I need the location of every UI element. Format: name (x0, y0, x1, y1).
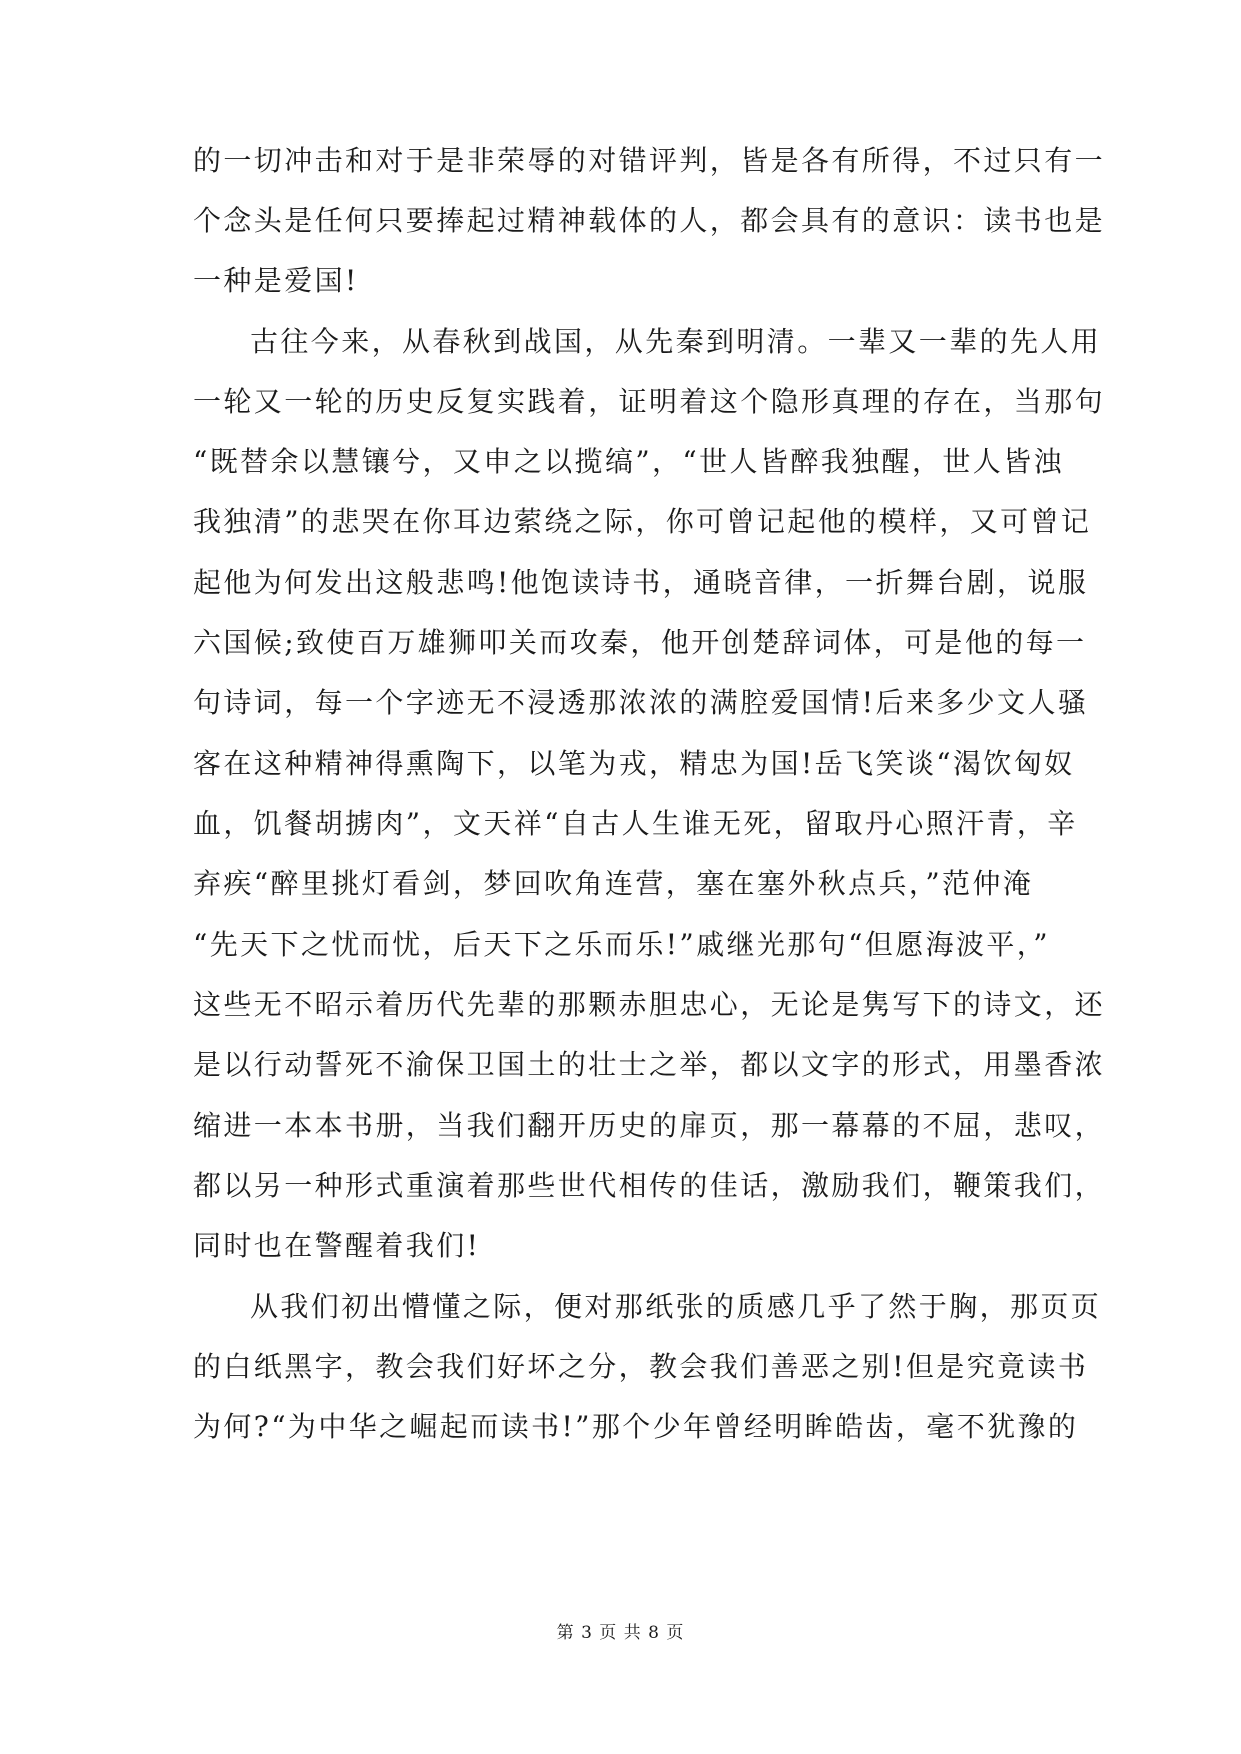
body-text-line: 客在这种精神得熏陶下，以笔为戎，精忠为国!岳飞笑谈“渴饮匈奴 (193, 747, 1075, 780)
body-text-line: 缩进一本本书册，当我们翻开历史的扉页，那一幕幕的不屈，悲叹， (193, 1109, 1106, 1142)
body-text-line: 起他为何发出这般悲鸣!他饱读诗书，通晓音律，一折舞台剧，说服 (193, 566, 1089, 599)
body-text-line: 一轮又一轮的历史反复实践着，证明着这个隐形真理的存在，当那句 (193, 385, 1106, 418)
body-text-line: 是以行动誓死不渝保卫国土的壮士之举，都以文字的形式，用墨香浓 (193, 1048, 1106, 1081)
body-text-line: “先天下之忧而忧，后天下之乐而乐!”戚继光那句“但愿海波平，” (193, 928, 1050, 961)
body-text-line: 这些无不昭示着历代先辈的那颗赤胆忠心，无论是隽写下的诗文，还 (193, 988, 1106, 1021)
body-text-line: 我独清”的悲哭在你耳边萦绕之际，你可曾记起他的模样，又可曾记 (193, 505, 1092, 538)
body-text-line: 为何?“为中华之崛起而读书!”那个少年曾经明眸皓齿，毫不犹豫的 (193, 1410, 1079, 1443)
paragraph-first-line: 从我们初出懵懂之际，便对那纸张的质感几乎了然于胸，那页页 (250, 1290, 1102, 1323)
body-text-line: 弃疾“醉里挑灯看剑，梦回吹角连营，塞在塞外秋点兵，”范仲淹 (193, 867, 1034, 900)
body-text-line: 句诗词，每一个字迹无不浸透那浓浓的满腔爱国情!后来多少文人骚 (193, 686, 1089, 719)
body-text-line: 个念头是任何只要捧起过精神载体的人，都会具有的意识：读书也是 (193, 204, 1106, 237)
body-text-line: 六国候;致使百万雄狮叩关而攻秦，他开创楚辞词体，可是他的每一 (193, 626, 1087, 659)
body-text-line: “既替余以慧镶兮，又申之以揽缟”，“世人皆醉我独醒，世人皆浊 (193, 445, 1064, 478)
body-text-line: 的一切冲击和对于是非荣辱的对错评判，皆是各有所得，不过只有一 (193, 144, 1106, 177)
body-text-line: 血，饥餐胡掳肉”，文天祥“自古人生谁无死，留取丹心照汗青，辛 (193, 807, 1078, 840)
body-text-line: 都以另一种形式重演着那些世代相传的佳话，激励我们，鞭策我们， (193, 1169, 1106, 1202)
paragraph-first-line: 古往今来，从春秋到战国，从先秦到明清。一辈又一辈的先人用 (250, 325, 1102, 358)
page-number-footer: 第 3 页 共 8 页 (556, 1623, 685, 1643)
body-text-line: 一种是爱国! (193, 264, 359, 297)
body-text-line: 的白纸黑字，教会我们好坏之分，教会我们善恶之别!但是究竟读书 (193, 1350, 1089, 1383)
body-text-line: 同时也在警醒着我们! (193, 1229, 481, 1262)
